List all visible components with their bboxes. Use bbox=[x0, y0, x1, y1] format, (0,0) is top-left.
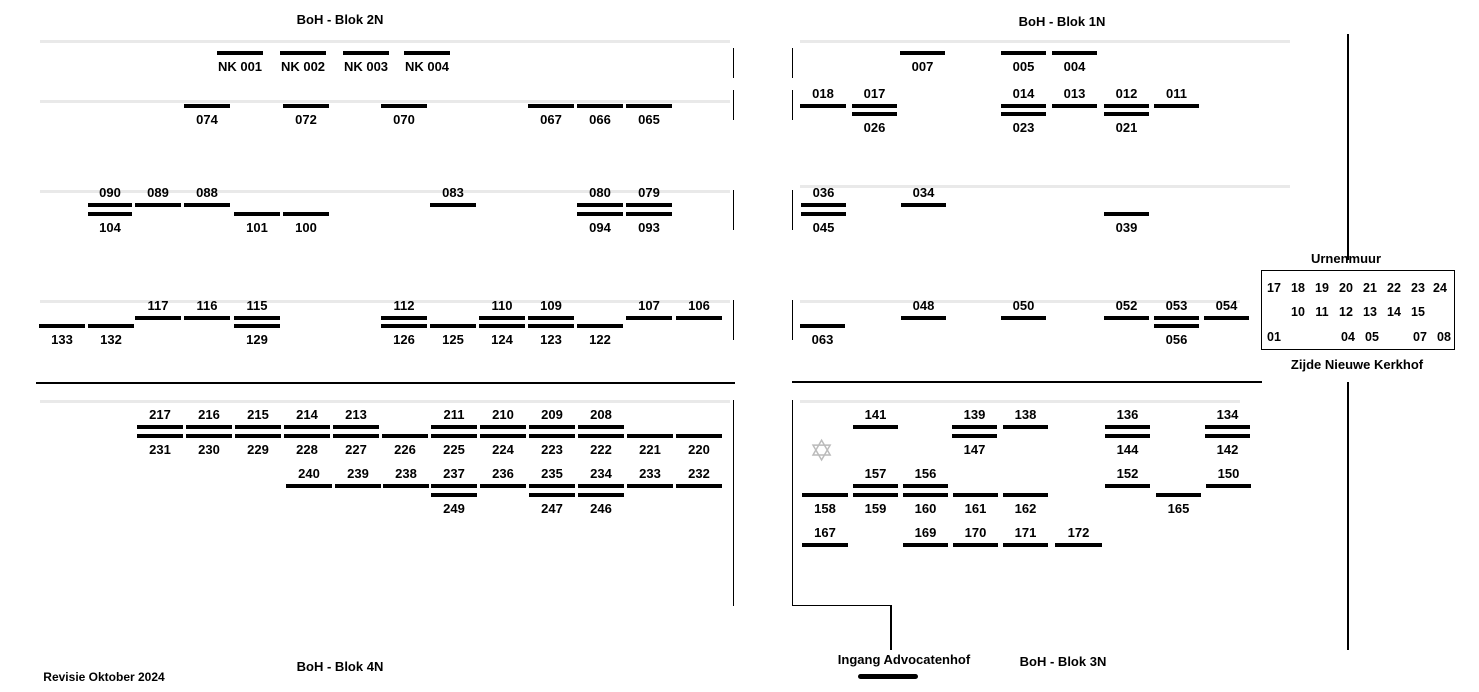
grave-plot-bar bbox=[431, 484, 477, 488]
entrance-path-left bbox=[792, 400, 793, 606]
faint-path bbox=[40, 400, 730, 403]
grave-plot-label: 013 bbox=[1063, 86, 1086, 101]
path-edge bbox=[733, 48, 734, 78]
grave-plot-bar bbox=[802, 493, 848, 497]
faint-path bbox=[800, 185, 1290, 188]
path-divider-left bbox=[36, 382, 735, 384]
grave-plot-label: 125 bbox=[442, 332, 464, 347]
grave-plot-bar bbox=[137, 425, 183, 429]
grave-plot-label: 230 bbox=[198, 442, 220, 457]
grave-plot-label: 107 bbox=[638, 298, 660, 313]
grave-plot-bar bbox=[1156, 493, 1201, 497]
grave-plot-bar bbox=[1105, 425, 1150, 429]
grave-plot-bar bbox=[528, 104, 574, 108]
path-edge bbox=[792, 190, 793, 230]
block-1n-title: BoH - Blok 1N bbox=[1018, 14, 1106, 29]
grave-plot-bar bbox=[430, 324, 476, 328]
grave-plot-bar bbox=[1104, 112, 1149, 116]
grave-plot-label: 112 bbox=[393, 298, 415, 313]
grave-plot-label: 233 bbox=[639, 466, 661, 481]
grave-plot-bar bbox=[1052, 104, 1097, 108]
grave-plot-label: 132 bbox=[100, 332, 122, 347]
grave-plot-label: 170 bbox=[964, 525, 987, 540]
grave-plot-bar bbox=[801, 203, 846, 207]
grave-plot-label: 238 bbox=[395, 466, 417, 481]
grave-plot-bar bbox=[335, 484, 381, 488]
grave-plot-bar bbox=[283, 212, 329, 216]
grave-plot-label: 018 bbox=[812, 86, 834, 101]
urn-niche-label: 12 bbox=[1339, 305, 1353, 319]
urn-wall-side-label: Zijde Nieuwe Kerkhof bbox=[1290, 357, 1424, 372]
faint-path bbox=[800, 40, 1290, 43]
grave-plot-label: 109 bbox=[540, 298, 562, 313]
grave-plot-bar bbox=[88, 203, 132, 207]
grave-plot-bar bbox=[184, 104, 230, 108]
grave-plot-label: 210 bbox=[492, 407, 514, 422]
grave-plot-bar bbox=[529, 484, 575, 488]
grave-plot-label: 234 bbox=[590, 466, 612, 481]
grave-plot-label: 142 bbox=[1216, 442, 1239, 457]
grave-plot-bar bbox=[1206, 484, 1251, 488]
grave-plot-bar bbox=[577, 324, 623, 328]
grave-plot-label: 136 bbox=[1116, 407, 1139, 422]
block-2n-title: BoH - Blok 2N bbox=[296, 12, 384, 27]
faint-path bbox=[40, 100, 730, 103]
grave-plot-bar bbox=[39, 324, 85, 328]
grave-plot-label: 126 bbox=[393, 332, 415, 347]
grave-plot-bar bbox=[1104, 104, 1149, 108]
grave-plot-bar bbox=[1001, 104, 1046, 108]
urn-niche-label: 01 bbox=[1267, 330, 1281, 344]
grave-plot-bar bbox=[1003, 543, 1048, 547]
grave-plot-label: 129 bbox=[246, 332, 268, 347]
urn-niche-label: 10 bbox=[1291, 305, 1305, 319]
grave-plot-label: NK 004 bbox=[404, 59, 450, 74]
grave-plot-bar bbox=[800, 324, 845, 328]
grave-plot-label: 067 bbox=[540, 112, 562, 127]
grave-plot-bar bbox=[1104, 316, 1149, 320]
grave-plot-label: 237 bbox=[443, 466, 465, 481]
grave-plot-label: 083 bbox=[442, 185, 464, 200]
path-edge bbox=[733, 300, 734, 340]
grave-plot-bar bbox=[333, 425, 379, 429]
urn-niche-label: 22 bbox=[1387, 281, 1401, 295]
path-edge bbox=[733, 90, 734, 120]
grave-plot-label: 160 bbox=[914, 501, 937, 516]
faint-path bbox=[800, 400, 1240, 403]
grave-plot-bar bbox=[1204, 316, 1249, 320]
grave-plot-label: 124 bbox=[491, 332, 513, 347]
grave-plot-label: 157 bbox=[864, 466, 887, 481]
grave-plot-label: 116 bbox=[196, 298, 218, 313]
grave-plot-bar bbox=[431, 425, 477, 429]
grave-plot-label: 017 bbox=[863, 86, 886, 101]
urn-niche-label: 11 bbox=[1315, 305, 1329, 319]
grave-plot-label: 023 bbox=[1012, 120, 1035, 135]
grave-plot-bar bbox=[381, 104, 427, 108]
grave-plot-label: 115 bbox=[246, 298, 268, 313]
grave-plot-bar bbox=[529, 425, 575, 429]
grave-plot-label: 239 bbox=[347, 466, 369, 481]
grave-plot-bar bbox=[800, 104, 846, 108]
urn-niche-label: 07 bbox=[1413, 330, 1427, 344]
grave-plot-label: 235 bbox=[541, 466, 563, 481]
grave-plot-bar bbox=[1003, 493, 1048, 497]
grave-plot-bar bbox=[578, 493, 624, 497]
grave-plot-label: 110 bbox=[491, 298, 513, 313]
grave-plot-label: 223 bbox=[541, 442, 563, 457]
grave-plot-bar bbox=[852, 104, 897, 108]
urn-niche-label: 04 bbox=[1341, 330, 1355, 344]
grave-plot-label: 208 bbox=[590, 407, 612, 422]
urn-niche-label: 20 bbox=[1339, 281, 1353, 295]
grave-plot-label: 045 bbox=[812, 220, 835, 235]
grave-plot-label: 211 bbox=[443, 407, 465, 422]
grave-plot-bar bbox=[900, 51, 945, 55]
grave-plot-label: 169 bbox=[914, 525, 937, 540]
grave-plot-bar bbox=[234, 324, 280, 328]
urn-niche-label: 14 bbox=[1387, 305, 1401, 319]
grave-plot-label: NK 001 bbox=[217, 59, 263, 74]
grave-plot-label: 134 bbox=[1216, 407, 1239, 422]
grave-plot-label: 133 bbox=[51, 332, 73, 347]
urn-niche-label: 05 bbox=[1365, 330, 1379, 344]
urn-wall-title: Urnenmuur bbox=[1310, 251, 1382, 266]
grave-plot-label: 066 bbox=[589, 112, 611, 127]
grave-plot-label: 004 bbox=[1063, 59, 1086, 74]
urn-niche-label: 18 bbox=[1291, 281, 1305, 295]
grave-plot-label: 165 bbox=[1167, 501, 1190, 516]
grave-plot-bar bbox=[480, 434, 526, 438]
grave-plot-bar bbox=[88, 324, 134, 328]
grave-plot-label: 171 bbox=[1014, 525, 1037, 540]
grave-plot-label: 011 bbox=[1166, 86, 1187, 101]
grave-plot-label: 231 bbox=[149, 442, 171, 457]
urn-niche-label: 15 bbox=[1411, 305, 1425, 319]
grave-plot-bar bbox=[234, 212, 280, 216]
grave-plot-label: 167 bbox=[814, 525, 836, 540]
grave-plot-label: 074 bbox=[196, 112, 218, 127]
urn-niche-label: 21 bbox=[1363, 281, 1377, 295]
grave-plot-label: 158 bbox=[814, 501, 836, 516]
grave-plot-label: 159 bbox=[864, 501, 887, 516]
grave-plot-label: 021 bbox=[1115, 120, 1138, 135]
grave-plot-bar bbox=[626, 212, 672, 216]
grave-plot-label: 156 bbox=[914, 466, 937, 481]
grave-plot-label: 034 bbox=[912, 185, 935, 200]
grave-plot-bar bbox=[235, 425, 281, 429]
urn-niche-label: 13 bbox=[1363, 305, 1377, 319]
path-edge bbox=[792, 90, 793, 120]
grave-plot-label: 122 bbox=[589, 332, 611, 347]
grave-plot-label: 039 bbox=[1115, 220, 1138, 235]
grave-plot-bar bbox=[578, 425, 624, 429]
grave-plot-label: 226 bbox=[394, 442, 416, 457]
grave-plot-label: 144 bbox=[1116, 442, 1139, 457]
grave-plot-bar bbox=[1105, 484, 1150, 488]
grave-plot-bar bbox=[952, 425, 997, 429]
urn-niche-label: 08 bbox=[1437, 330, 1451, 344]
grave-plot-bar bbox=[286, 484, 332, 488]
grave-plot-bar bbox=[1001, 316, 1046, 320]
grave-plot-label: 072 bbox=[295, 112, 317, 127]
grave-plot-bar bbox=[952, 434, 997, 438]
grave-plot-label: 214 bbox=[296, 407, 318, 422]
grave-plot-label: 236 bbox=[492, 466, 514, 481]
grave-plot-label: 232 bbox=[688, 466, 710, 481]
grave-plot-bar bbox=[529, 434, 575, 438]
grave-plot-label: 229 bbox=[247, 442, 269, 457]
grave-plot-bar bbox=[853, 484, 898, 488]
grave-plot-bar bbox=[284, 425, 330, 429]
grave-plot-label: 249 bbox=[443, 501, 465, 516]
grave-plot-label: 217 bbox=[149, 407, 171, 422]
grave-plot-bar bbox=[676, 316, 722, 320]
grave-plot-bar bbox=[1205, 434, 1250, 438]
grave-plot-label: 139 bbox=[963, 407, 986, 422]
grave-plot-label: 089 bbox=[147, 185, 169, 200]
grave-plot-bar bbox=[901, 316, 946, 320]
grave-plot-bar bbox=[802, 543, 848, 547]
urn-niche-label: 19 bbox=[1315, 281, 1329, 295]
grave-plot-bar bbox=[480, 425, 526, 429]
grave-plot-bar bbox=[382, 434, 428, 438]
grave-plot-bar bbox=[430, 203, 476, 207]
grave-plot-label: 054 bbox=[1215, 298, 1238, 313]
grave-plot-bar bbox=[853, 425, 898, 429]
grave-plot-bar bbox=[431, 493, 477, 497]
grave-plot-bar bbox=[1154, 316, 1199, 320]
grave-plot-bar bbox=[404, 51, 450, 55]
entrance-label: Ingang Advocatenhof bbox=[837, 652, 971, 667]
grave-plot-label: NK 002 bbox=[280, 59, 326, 74]
grave-plot-label: 080 bbox=[589, 185, 611, 200]
grave-plot-label: 141 bbox=[864, 407, 887, 422]
grave-plot-bar bbox=[186, 425, 232, 429]
grave-plot-label: 172 bbox=[1067, 525, 1090, 540]
grave-plot-bar bbox=[333, 434, 379, 438]
grave-plot-label: 147 bbox=[963, 442, 986, 457]
grave-plot-label: 161 bbox=[964, 501, 987, 516]
grave-plot-bar bbox=[184, 203, 230, 207]
grave-plot-bar bbox=[1055, 543, 1102, 547]
grave-plot-label: 104 bbox=[99, 220, 121, 235]
grave-plot-label: 209 bbox=[541, 407, 563, 422]
grave-plot-label: 053 bbox=[1165, 298, 1188, 313]
grave-plot-bar bbox=[528, 324, 574, 328]
grave-plot-bar bbox=[479, 324, 525, 328]
grave-plot-bar bbox=[235, 434, 281, 438]
grave-plot-bar bbox=[383, 484, 429, 488]
grave-plot-bar bbox=[1052, 51, 1097, 55]
grave-plot-label: 213 bbox=[345, 407, 367, 422]
grave-plot-label: 247 bbox=[541, 501, 563, 516]
grave-plot-label: 090 bbox=[99, 185, 121, 200]
urn-niche-label: 17 bbox=[1267, 281, 1281, 295]
grave-plot-bar bbox=[1105, 434, 1150, 438]
urn-niche-label: 23 bbox=[1411, 281, 1425, 295]
path-divider-right bbox=[792, 381, 1262, 383]
grave-plot-label: 065 bbox=[638, 112, 660, 127]
grave-plot-bar bbox=[901, 203, 946, 207]
grave-plot-label: 220 bbox=[688, 442, 710, 457]
grave-plot-bar bbox=[381, 324, 427, 328]
grave-plot-label: 228 bbox=[296, 442, 318, 457]
grave-plot-label: 101 bbox=[246, 220, 268, 235]
grave-plot-bar bbox=[676, 484, 722, 488]
grave-plot-bar bbox=[626, 203, 672, 207]
grave-plot-bar bbox=[1154, 104, 1199, 108]
grave-plot-bar bbox=[88, 212, 132, 216]
grave-plot-bar bbox=[903, 493, 948, 497]
grave-plot-bar bbox=[283, 104, 329, 108]
block-4n-title: BoH - Blok 4N bbox=[296, 659, 384, 674]
grave-plot-bar bbox=[578, 484, 624, 488]
faint-path bbox=[40, 40, 730, 43]
grave-plot-label: 138 bbox=[1014, 407, 1037, 422]
grave-plot-label: 162 bbox=[1014, 501, 1037, 516]
grave-plot-bar bbox=[137, 434, 183, 438]
grave-plot-label: 012 bbox=[1115, 86, 1138, 101]
entrance-gate bbox=[858, 674, 918, 679]
grave-plot-label: 063 bbox=[811, 332, 834, 347]
grave-plot-bar bbox=[852, 112, 897, 116]
grave-plot-bar bbox=[577, 203, 623, 207]
grave-plot-bar bbox=[1205, 425, 1250, 429]
path-edge bbox=[733, 400, 734, 606]
grave-plot-bar bbox=[186, 434, 232, 438]
grave-plot-label: 100 bbox=[295, 220, 317, 235]
grave-plot-label: 014 bbox=[1012, 86, 1035, 101]
grave-plot-bar bbox=[578, 434, 624, 438]
grave-plot-label: 152 bbox=[1116, 466, 1139, 481]
grave-plot-label: 246 bbox=[590, 501, 612, 516]
grave-plot-bar bbox=[1003, 425, 1048, 429]
grave-plot-label: 005 bbox=[1012, 59, 1035, 74]
grave-plot-label: 225 bbox=[443, 442, 465, 457]
grave-plot-label: 056 bbox=[1165, 332, 1188, 347]
grave-plot-label: 216 bbox=[198, 407, 220, 422]
grave-plot-bar bbox=[343, 51, 389, 55]
grave-plot-bar bbox=[577, 104, 623, 108]
grave-plot-bar bbox=[480, 484, 526, 488]
urn-wall bbox=[1261, 270, 1455, 350]
block-3n-title: BoH - Blok 3N bbox=[1019, 654, 1107, 669]
entrance-path-stem bbox=[890, 605, 892, 650]
grave-plot-bar bbox=[801, 212, 846, 216]
faint-path bbox=[40, 300, 730, 303]
right-wall-lower bbox=[1347, 382, 1349, 650]
urn-row-top bbox=[1262, 281, 1454, 296]
grave-plot-bar bbox=[217, 51, 263, 55]
grave-plot-bar bbox=[1154, 324, 1199, 328]
grave-plot-bar bbox=[529, 493, 575, 497]
grave-plot-bar bbox=[184, 316, 230, 320]
grave-plot-label: 070 bbox=[393, 112, 415, 127]
grave-plot-bar bbox=[903, 543, 948, 547]
grave-plot-label: 052 bbox=[1115, 298, 1138, 313]
path-edge bbox=[792, 48, 793, 78]
grave-plot-bar bbox=[234, 316, 280, 320]
right-wall-upper bbox=[1347, 34, 1349, 260]
grave-plot-bar bbox=[431, 434, 477, 438]
grave-plot-label: NK 003 bbox=[343, 59, 389, 74]
urn-row-bottom bbox=[1262, 330, 1454, 345]
grave-plot-bar bbox=[626, 104, 672, 108]
grave-plot-bar bbox=[381, 316, 427, 320]
grave-plot-label: 106 bbox=[688, 298, 710, 313]
grave-plot-bar bbox=[528, 316, 574, 320]
grave-plot-label: 048 bbox=[912, 298, 935, 313]
urn-niche-label: 24 bbox=[1433, 281, 1447, 295]
grave-plot-label: 050 bbox=[1012, 298, 1035, 313]
grave-plot-label: 036 bbox=[812, 185, 835, 200]
grave-plot-label: 221 bbox=[639, 442, 661, 457]
grave-plot-bar bbox=[627, 484, 673, 488]
grave-plot-bar bbox=[284, 434, 330, 438]
revision-label: Revisie Oktober 2024 bbox=[43, 670, 165, 684]
grave-plot-label: 007 bbox=[911, 59, 934, 74]
grave-plot-label: 026 bbox=[863, 120, 886, 135]
grave-plot-bar bbox=[903, 484, 948, 488]
grave-plot-bar bbox=[479, 316, 525, 320]
grave-plot-label: 227 bbox=[345, 442, 367, 457]
grave-plot-bar bbox=[1001, 112, 1046, 116]
grave-plot-label: 222 bbox=[590, 442, 612, 457]
entrance-path-bottom bbox=[792, 605, 892, 606]
grave-plot-label: 117 bbox=[147, 298, 169, 313]
grave-plot-bar bbox=[135, 316, 181, 320]
grave-plot-label: 123 bbox=[540, 332, 562, 347]
grave-plot-bar bbox=[280, 51, 326, 55]
grave-plot-bar bbox=[953, 543, 998, 547]
urn-row-middle bbox=[1262, 305, 1454, 320]
grave-plot-label: 079 bbox=[638, 185, 660, 200]
grave-plot-bar bbox=[953, 493, 998, 497]
grave-plot-bar bbox=[135, 203, 181, 207]
grave-plot-bar bbox=[627, 434, 673, 438]
path-edge bbox=[733, 190, 734, 230]
faint-path bbox=[40, 190, 730, 193]
grave-plot-bar bbox=[1001, 51, 1046, 55]
grave-plot-label: 215 bbox=[247, 407, 269, 422]
grave-plot-bar bbox=[1104, 212, 1149, 216]
star-icon: ✡ bbox=[809, 435, 835, 468]
grave-plot-bar bbox=[853, 493, 898, 497]
grave-plot-label: 150 bbox=[1217, 466, 1240, 481]
grave-plot-bar bbox=[676, 434, 722, 438]
grave-plot-bar bbox=[626, 316, 672, 320]
grave-plot-label: 093 bbox=[638, 220, 660, 235]
grave-plot-bar bbox=[577, 212, 623, 216]
grave-plot-label: 094 bbox=[589, 220, 611, 235]
grave-plot-label: 224 bbox=[492, 442, 514, 457]
grave-plot-label: 240 bbox=[298, 466, 320, 481]
path-edge bbox=[792, 300, 793, 340]
grave-plot-label: 088 bbox=[196, 185, 218, 200]
